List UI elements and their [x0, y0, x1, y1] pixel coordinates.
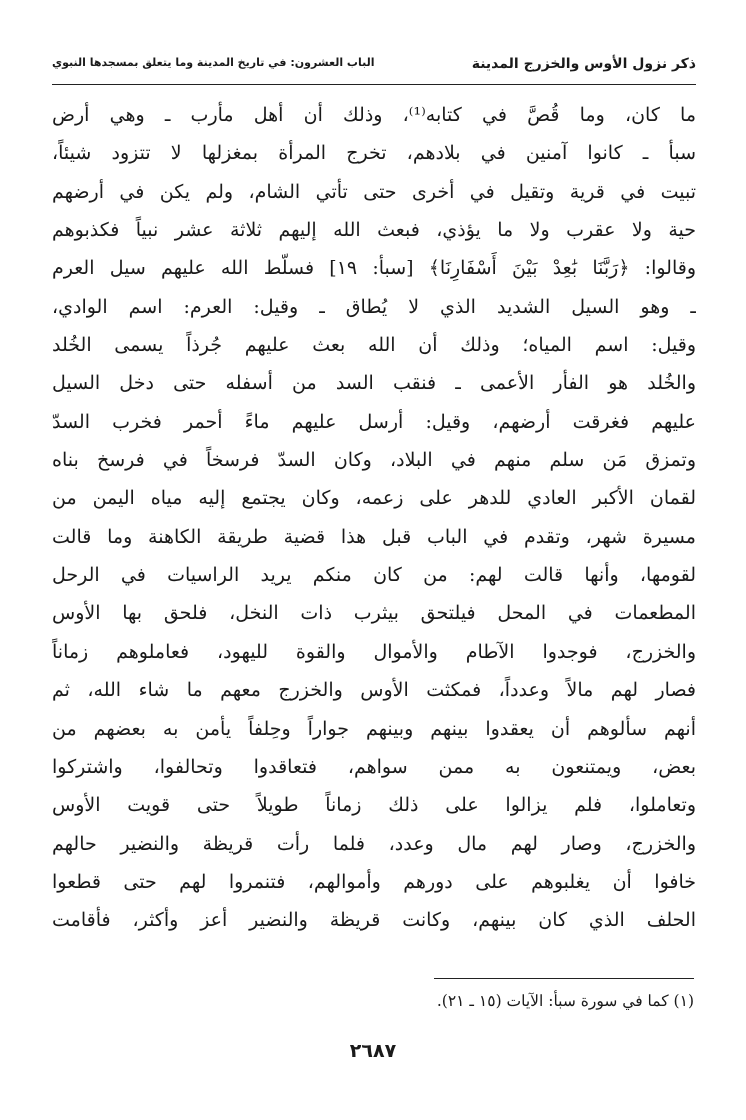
header-chapter-title: الباب العشرون: في تاريخ المدينة وما يتعلق بمسجدها النبوي: [52, 56, 375, 69]
text-line: لقومها، وأنها قالت لهم: من كان منكم يريد الراسيات في الرحل: [52, 564, 696, 587]
text-line: فصار لهم مالاً وعدداً، فمكثت الأوس والخزرج معهم ما شاء الله، ثم: [52, 679, 696, 702]
header-chapter-topic: ذكر نزول الأوس والخزرج المدينة: [471, 56, 696, 72]
body-text: [52, 96, 696, 956]
running-header: [52, 54, 696, 80]
text-line: حية ولا عقرب ولا ما يؤذي، فبعث الله إليهم ثلاثة عشر نبياً فكذبوهم: [52, 219, 696, 242]
text-line: عليهم فغرقت أرضهم، وقيل: أرسل عليهم ماءً أحمر فخرب السدّ: [52, 410, 696, 433]
text-line: ما كان، وما قُصَّ في كتابه⁽¹⁾، وذلك أن أهل مأرب ـ وهي أرض: [52, 104, 696, 126]
header-rule: [52, 84, 696, 85]
text-line: المطعمات في المحل فيلتحق بيثرب ذات النخل، فلحق بها الأوس: [52, 602, 696, 625]
footnote-rule: [434, 978, 694, 979]
text-line: لقمان الأكبر العادي للدهر على زعمه، وكان يجتمع إليه مياه اليمن من: [52, 487, 696, 510]
text-line: سبأ ـ كانوا آمنين في بلادهم، تخرج المرأة بمغزلها لا تتزود شيئاً،: [52, 142, 696, 165]
text-line: ـ وهو السيل الشديد الذي لا يُطاق ـ وقيل: العرم: اسم الوادي،: [52, 295, 696, 318]
text-line: بعض، ويمتنعون به ممن سواهم، فتعاقدوا وتحالفوا، واشتركوا: [52, 755, 696, 778]
text-line: وقيل: اسم المياه؛ وذلك أن الله بعث عليهم جُرذاً يسمى الخُلد: [52, 334, 696, 357]
footnote: (١) كما في سورة سبأ: الآيات (١٥ ـ ٢١).: [436, 992, 694, 1010]
text-line: تبيت في قرية وتقيل في أخرى حتى تأتي الشام، ولم يكن في أرضهم: [52, 180, 696, 203]
text-line: وتمزق مَن سلم منهم في البلاد، وكان السدّ فرسخاً في فرسخ بناه: [52, 449, 696, 472]
text-line: والخزرج، وصار لهم مال وعدد، فلما رأت قريظة والنضير حالهم: [52, 832, 696, 855]
text-line: وتعاملوا، فلم يزالوا على ذلك زماناً طويلاً حتى قويت الأوس: [52, 794, 696, 817]
text-line: والخزرج، فوجدوا الآطام والأموال والقوة لليهود، فعاملوهم زماناً: [52, 640, 696, 663]
text-line: والخُلد هو الفأر الأعمى ـ فنقب السد من أسفله حتى دخل السيل: [52, 372, 696, 395]
text-line: الحلف الذي كان بينهم، وكانت قريظة والنضير أعز وأكثر، فأقامت: [52, 909, 696, 932]
text-line: خافوا أن يغلبوهم على دورهم وأموالهم، فتنمروا لهم حتى قطعوا: [52, 870, 696, 893]
page-number: ٢٦٨٧: [349, 1040, 397, 1062]
text-line: وقالوا: ﴿رَبَّنَا بَٰعِدْ بَيْنَ أَسْفَارِنَا﴾ [سبأ: ١٩] فسلّط الله عليهم سيل العرم: [52, 257, 696, 280]
text-line: أنهم سألوهم أن يعقدوا بينهم وبينهم جواراً وحِلفاً يأمن به بعضهم من: [52, 717, 696, 740]
text-line: مسيرة شهر، وتقدم في الباب قبل هذا قضية طريقة الكاهنة وما قالت: [52, 525, 696, 548]
